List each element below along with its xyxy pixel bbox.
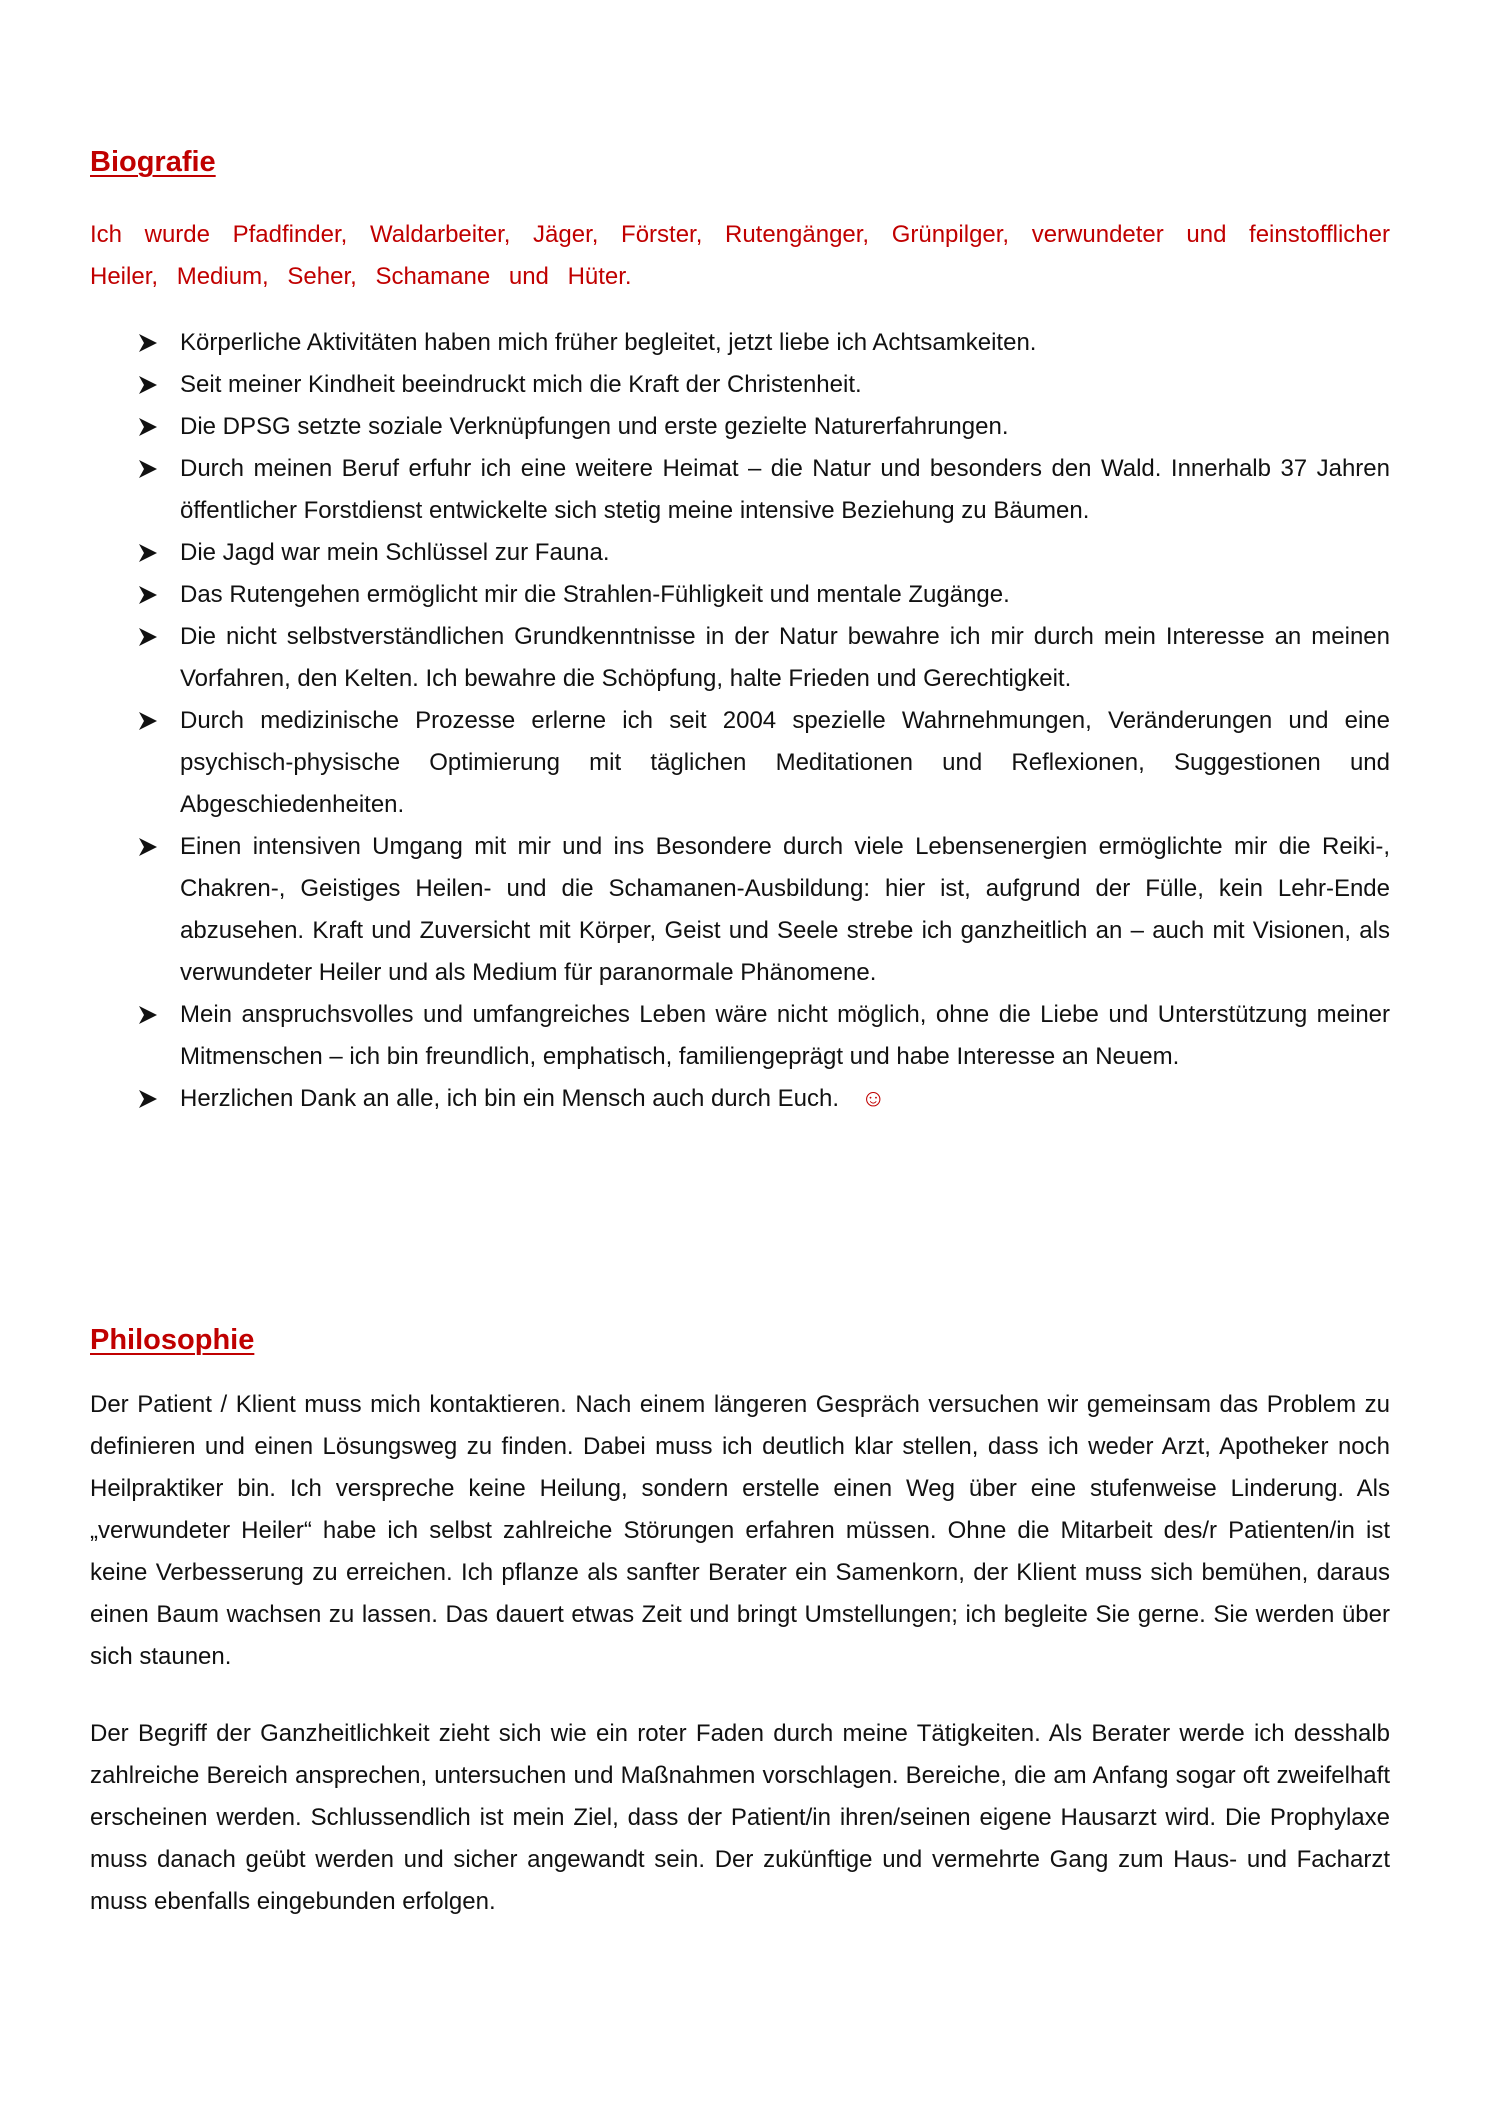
arrow-bullet-icon bbox=[138, 459, 158, 479]
biografie-bullet-list bbox=[90, 322, 1390, 1120]
list-item: Körperliche Aktivitäten haben mich früher begleitet, jetzt liebe ich Achtsamkeiten. bbox=[90, 322, 1390, 364]
arrow-bullet-icon bbox=[138, 543, 158, 563]
arrow-bullet-icon bbox=[138, 711, 158, 731]
arrow-bullet-icon bbox=[138, 1005, 158, 1025]
arrow-bullet-icon bbox=[138, 585, 158, 605]
arrow-bullet-icon bbox=[138, 837, 158, 857]
arrow-bullet-icon bbox=[138, 333, 158, 353]
philosophie-paragraph-1: Der Patient / Klient muss mich kontaktieren. Nach einem längeren Gespräch versuchen wir gemeinsam das Problem zu definieren und einen Lösungsweg zu finden. Dabei muss ich deutlich klar stellen, dass ich weder Arzt, Apotheker noch Heilpraktiker bin. Ich verspreche keine Heilung, sondern erstelle einen Weg über eine stufenweise Linderung. Als „verwundeter Heiler“ habe ich selbst zahlreiche Störungen erfahren müssen. Ohne die Mitarbeit des/r Patienten/in ist keine Verbesserung zu erreichen. Ich pflanze als sanfter Berater ein Samenkorn, der Klient muss sich bemühen, daraus einen Baum wachsen zu lassen. Das dauert etwas Zeit und bringt Umstellungen; ich begleite Sie gerne. Sie werden über sich staunen. bbox=[90, 1391, 1390, 1670]
philosophie-paragraph-2: Der Begriff der Ganzheitlichkeit zieht sich wie ein roter Faden durch meine Tätigkeiten. Als Berater werde ich desshalb zahlreiche Bereich ansprechen, untersuchen und Maßnahmen vorschlagen. Bereiche, die am Anfang sogar oft zweifelhaft erscheinen werden. Schlussendlich ist mein Ziel, dass der Patient/in ihren/seinen eigene Hausarzt wird. Die Prophylaxe muss danach geübt werden und sicher angewandt sein. Der zukünftige und vermehrte Gang zum Haus- und Facharzt muss ebenfalls eingebunden erfolgen. bbox=[90, 1720, 1390, 1915]
list-item: Seit meiner Kindheit beeindruckt mich die Kraft der Christenheit. bbox=[90, 364, 1390, 406]
arrow-bullet-icon bbox=[138, 627, 158, 647]
list-item: Herzlichen Dank an alle, ich bin ein Mensch auch durch Euch. ☺ bbox=[90, 1078, 1390, 1120]
list-item: Die DPSG setzte soziale Verknüpfungen und erste gezielte Naturerfahrungen. bbox=[90, 406, 1390, 448]
list-item: Durch meinen Beruf erfuhr ich eine weitere Heimat – die Natur und besonders den Wald. Innerhalb 37 Jahren öffentlicher Forstdienst entwickelte sich stetig meine intensive Beziehung zu Bäumen. bbox=[90, 448, 1390, 532]
biografie-heading: Biografie bbox=[90, 146, 216, 178]
arrow-bullet-icon bbox=[138, 417, 158, 437]
biografie-intro: Ich wurde Pfadfinder, Waldarbeiter, Jäger, Förster, Rutengänger, Grünpilger, verwundeter und feinstofflicher Heiler, Medium, Seher, Schamane und Hüter. bbox=[90, 221, 1390, 290]
list-item: Einen intensiven Umgang mit mir und ins Besondere durch viele Lebensenergien ermöglichte mir die Reiki-, Chakren-, Geistiges Heilen- und die Schamanen-Ausbildung: hier ist, aufgrund der Fülle, kein Lehr-Ende abzusehen. Kraft und Zuversicht mit Körper, Geist und Seele strebe ich ganzheitlich an – auch mit Visionen, als verwundeter Heiler und als Medium für paranormale Phänomene. bbox=[90, 826, 1390, 994]
list-item: Die nicht selbstverständlichen Grundkenntnisse in der Natur bewahre ich mir durch mein Interesse an meinen Vorfahren, den Kelten. Ich bewahre die Schöpfung, halte Frieden und Gerechtigkeit. bbox=[90, 616, 1390, 700]
list-item: Durch medizinische Prozesse erlerne ich seit 2004 spezielle Wahrnehmungen, Veränderungen und eine psychisch-physische Optimierung mit täglichen Meditationen und Reflexionen, Suggestionen und Abgeschiedenheiten. bbox=[90, 700, 1390, 826]
list-item: Die Jagd war mein Schlüssel zur Fauna. bbox=[90, 532, 1390, 574]
arrow-bullet-icon bbox=[138, 375, 158, 395]
list-item: Mein anspruchsvolles und umfangreiches Leben wäre nicht möglich, ohne die Liebe und Unterstützung meiner Mitmenschen – ich bin freundlich, emphatisch, familiengeprägt und habe Interesse an Neuem. bbox=[90, 994, 1390, 1078]
list-item: Das Rutengehen ermöglicht mir die Strahlen-Fühligkeit und mentale Zugänge. bbox=[90, 574, 1390, 616]
arrow-bullet-icon bbox=[138, 1089, 158, 1109]
smiley-icon: ☺ bbox=[861, 1085, 886, 1112]
philosophie-heading: Philosophie bbox=[90, 1324, 255, 1356]
